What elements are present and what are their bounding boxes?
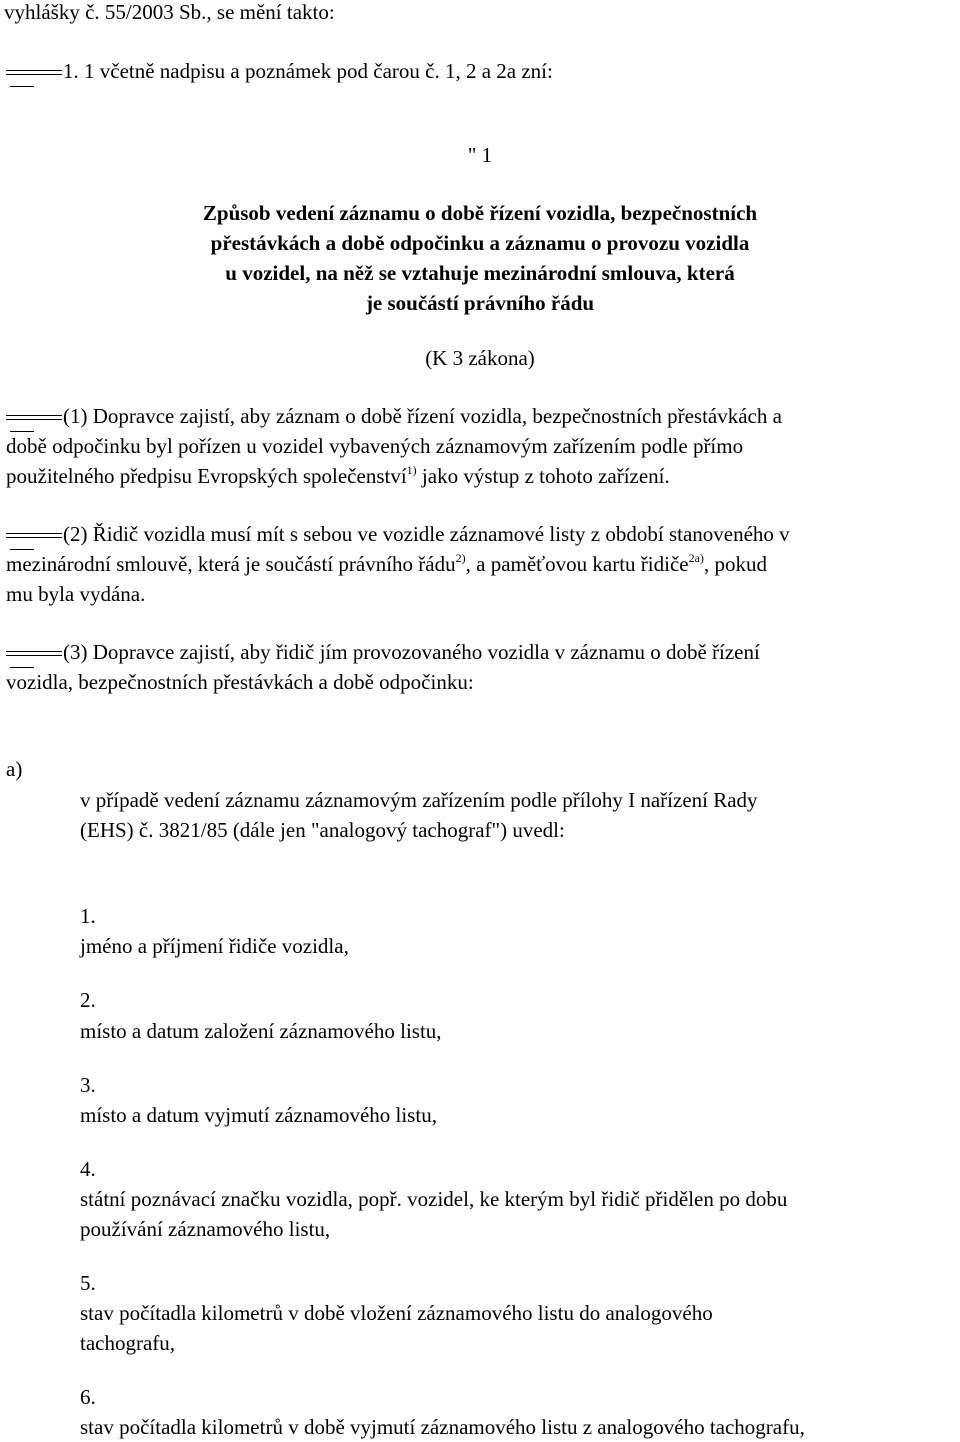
paragraph-1-text: použitelného předpisu Evropských společenství [6, 464, 407, 488]
footnote-ref: 2) [455, 551, 466, 565]
paragraph-2-line: mu byla vydána. [6, 582, 146, 606]
paragraph-2-text: mezinárodní smlouvě, která je součástí právního řádu [6, 552, 456, 576]
header-line: vyhlášky č. 55/2003 Sb., se mění takto: [4, 0, 335, 24]
sub-item-text: místo a datum založení záznamového listu, [80, 1019, 442, 1043]
section-title-line: přestávkách a době odpočinku a záznamu o provozu vozidla [210, 231, 750, 255]
sub-item-text: státní poznávací značku vozidla, popř. vozidel, ke kterým byl řidič přidělen po dobu [80, 1187, 788, 1211]
sub-item-number: 5. [80, 1271, 96, 1295]
paragraph-2-line: (2) Řidič vozidla musí mít s sebou ve vozidle záznamové listy z období stanoveného v [63, 522, 790, 546]
amendment-point: 1. 1 včetně nadpisu a poznámek pod čarou č. 1, 2 a 2a zní: [63, 59, 553, 83]
law-reference: (K 3 zákona) [425, 346, 535, 370]
paragraph-2-line [6, 551, 767, 576]
footnote-ref: 1) [406, 463, 417, 477]
section-title-line: je součástí právního řádu [365, 291, 595, 315]
paragraph-1-line: době odpočinku byl pořízen u vozidel vybavených záznamovým zařízením podle přímo [6, 434, 744, 458]
paragraph-2-text: , pokud [703, 552, 767, 576]
paragraph-mark [6, 651, 62, 658]
paragraph-2-text: , a paměťovou kartu řidiče [465, 552, 689, 576]
sub-item-text: jméno a příjmení řidiče vozidla, [80, 934, 349, 958]
sub-item-text: místo a datum vyjmutí záznamového listu, [80, 1103, 437, 1127]
sub-item-text: tachografu, [80, 1331, 176, 1355]
paragraph-1-text: jako výstup z tohoto zařízení. [416, 464, 670, 488]
item-a-line: (EHS) č. 3821/85 (dále jen "analogový tachograf") uvedl: [80, 818, 565, 842]
paragraph-1-line [6, 463, 670, 488]
footnote-ref: 2a) [688, 551, 704, 565]
paragraph-1-line: (1) Dopravce zajistí, aby záznam o době řízení vozidla, bezpečnostních přestávkách a [63, 404, 782, 428]
sub-item-number: 4. [80, 1157, 96, 1181]
sub-item-number: 3. [80, 1073, 96, 1097]
sub-item-text: stav počítadla kilometrů v době vložení záznamového listu do analogového [80, 1301, 713, 1325]
sub-item-text: používání záznamového listu, [80, 1217, 331, 1241]
sub-item-number: 1. [80, 904, 96, 928]
item-a-line: v případě vedení záznamu záznamovým zařízením podle přílohy I nařízení Rady [80, 788, 758, 812]
section-title-line: u vozidel, na něž se vztahuje mezinárodní smlouva, která [225, 261, 735, 285]
sub-item-number: 6. [80, 1385, 96, 1409]
item-a-label: a) [6, 757, 23, 781]
paragraph-mark [6, 415, 62, 422]
paragraph-3-line: (3) Dopravce zajistí, aby řidič jím provozovaného vozidla v záznamu o době řízení [63, 640, 760, 664]
section-number: " 1 [467, 143, 493, 167]
paragraph-3-line: vozidla, bezpečnostních přestávkách a době odpočinku: [6, 670, 474, 694]
paragraph-mark [6, 70, 62, 77]
section-title-line: Způsob vedení záznamu o době řízení vozidla, bezpečnostních [202, 201, 758, 225]
sub-item-text: stav počítadla kilometrů v době vyjmutí záznamového listu z analogového tachografu, [80, 1415, 805, 1439]
sub-item-number: 2. [80, 988, 96, 1012]
paragraph-mark [6, 533, 62, 540]
